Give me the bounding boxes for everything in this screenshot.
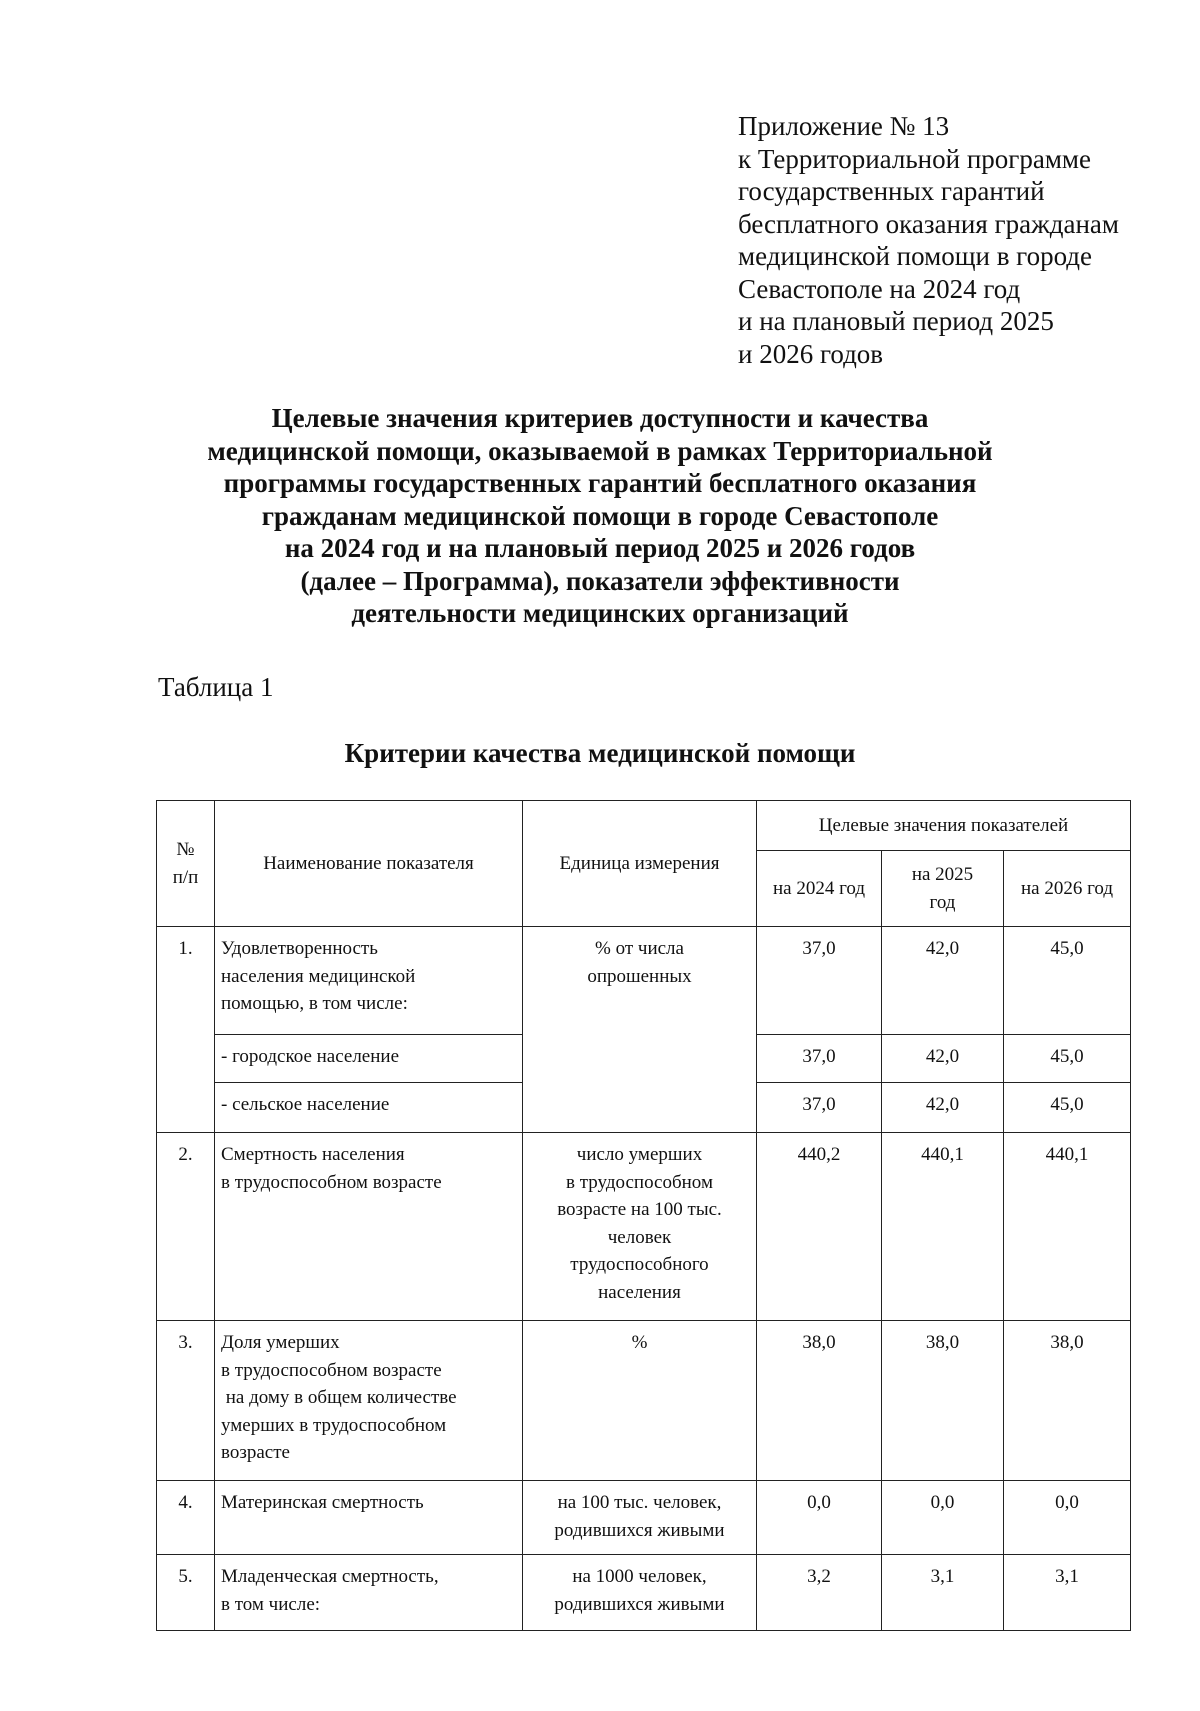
- header-2025: [882, 851, 1004, 927]
- row-num: 3.: [157, 1321, 215, 1481]
- header-row: [157, 801, 1131, 851]
- row-name: - городское население: [215, 1035, 523, 1083]
- title-line: (далее – Программа), показатели эффективности: [300, 565, 900, 596]
- row-name-line: населения медицинской: [221, 965, 416, 987]
- header-2024: на 2024 год: [757, 851, 882, 927]
- row-name-line: помощью, в том числе:: [221, 993, 408, 1014]
- appendix-line: бесплатного оказания гражданам: [738, 208, 1119, 239]
- row-name-line: в трудоспособном возрасте: [221, 1171, 442, 1193]
- value-2024: 3,2: [757, 1555, 882, 1631]
- appendix-line: и 2026 годов: [738, 338, 884, 369]
- header-num: [157, 801, 215, 927]
- row-unit-line: % от числа: [595, 938, 684, 959]
- row-unit: [523, 927, 757, 1133]
- title-line: Целевые значения критериев доступности и качества: [271, 403, 929, 433]
- appendix-line: и на плановый период 2025: [738, 306, 1054, 336]
- table-title: Критерии качества медицинской помощи: [344, 738, 856, 768]
- appendix-line: Севастополе на 2024 год: [738, 273, 1021, 304]
- value-2026: 45,0: [1004, 1035, 1131, 1083]
- value-2026: 45,0: [1004, 927, 1131, 1035]
- value-2025: 38,0: [882, 1321, 1004, 1481]
- table-row: [157, 1321, 1131, 1481]
- row-name-line: на дому в общем количестве: [221, 1387, 457, 1408]
- row-name-line: в том числе:: [221, 1593, 321, 1615]
- row-name-line: Удовлетворенность: [221, 938, 378, 959]
- appendix-note: [738, 110, 1178, 370]
- row-num: 2.: [157, 1133, 215, 1321]
- value-2025: 3,1: [882, 1555, 1004, 1631]
- row-num: 5.: [157, 1555, 215, 1631]
- row-unit-line: в трудоспособном: [566, 1171, 713, 1193]
- row-name: [215, 927, 523, 1035]
- table-row: [157, 927, 1131, 1035]
- table-label: Таблица 1: [158, 672, 274, 702]
- value-2025: 0,0: [882, 1481, 1004, 1555]
- table-row: [157, 1133, 1131, 1321]
- title-line: программы государственных гарантий бесплатного оказания: [223, 468, 977, 498]
- header-num-line: п/п: [172, 866, 199, 888]
- header-unit: Единица измерения: [523, 801, 757, 927]
- value-2026: 3,1: [1004, 1555, 1131, 1631]
- row-name: [215, 1555, 523, 1631]
- row-unit-line: возрасте на 100 тыс.: [557, 1199, 722, 1220]
- row-unit-line: человек: [607, 1226, 672, 1248]
- row-unit-line: на 100 тыс. человек,: [557, 1492, 722, 1513]
- row-unit-line: число умерших: [576, 1144, 703, 1165]
- row-name-line: умерших в трудоспособном: [221, 1414, 447, 1436]
- appendix-line: Приложение № 13: [738, 111, 950, 141]
- value-2025: 42,0: [882, 927, 1004, 1035]
- table-row: [157, 1481, 1131, 1555]
- row-unit: [523, 1481, 757, 1555]
- value-2026: 0,0: [1004, 1481, 1131, 1555]
- row-unit-line: на 1000 человек,: [572, 1566, 707, 1587]
- row-unit-line: населения: [598, 1281, 681, 1303]
- row-unit: %: [523, 1321, 757, 1481]
- row-unit-line: опрошенных: [587, 965, 692, 987]
- appendix-line: медицинской помощи в городе: [738, 241, 1093, 271]
- value-2025: 42,0: [882, 1035, 1004, 1083]
- row-name-line: в трудоспособном возрасте: [221, 1359, 442, 1381]
- table-row: [157, 1555, 1131, 1631]
- row-num: 4.: [157, 1481, 215, 1555]
- value-2025: 42,0: [882, 1083, 1004, 1133]
- title-line: гражданам медицинской помощи в городе Севастополе: [261, 500, 939, 531]
- title-line: деятельности медицинских организаций: [351, 598, 849, 628]
- row-name: - сельское население: [215, 1083, 523, 1133]
- row-unit-line: родившихся живыми: [554, 1519, 725, 1541]
- row-unit-line: трудоспособного: [570, 1254, 709, 1275]
- value-2026: 440,1: [1004, 1133, 1131, 1321]
- criteria-table: [156, 800, 1131, 1631]
- row-name: Материнская смертность: [215, 1481, 523, 1555]
- row-name: [215, 1321, 523, 1481]
- value-2026: 45,0: [1004, 1083, 1131, 1133]
- header-num-line: №: [176, 839, 195, 860]
- appendix-line: государственных гарантий: [738, 176, 1045, 206]
- row-unit: [523, 1133, 757, 1321]
- header-2026: на 2026 год: [1004, 851, 1131, 927]
- value-2024: 440,2: [757, 1133, 882, 1321]
- value-2026: 38,0: [1004, 1321, 1131, 1481]
- row-name: [215, 1133, 523, 1321]
- appendix-line: к Территориальной программе: [738, 143, 1091, 174]
- row-name-line: Смертность населения: [221, 1144, 405, 1165]
- value-2024: 37,0: [757, 1035, 882, 1083]
- row-unit: [523, 1555, 757, 1631]
- row-unit-line: родившихся живыми: [554, 1593, 725, 1615]
- header-2025-line: на 2025: [911, 864, 974, 885]
- document-title: [150, 402, 1050, 630]
- row-name-line: возрасте: [221, 1442, 290, 1463]
- row-name-line: Доля умерших: [221, 1332, 340, 1353]
- title-line: на 2024 год и на плановый период 2025 и 2026 годов: [284, 533, 916, 563]
- header-2025-line: год: [929, 891, 956, 913]
- value-2024: 37,0: [757, 1083, 882, 1133]
- value-2024: 38,0: [757, 1321, 882, 1481]
- value-2024: 37,0: [757, 927, 882, 1035]
- header-name: Наименование показателя: [215, 801, 523, 927]
- value-2025: 440,1: [882, 1133, 1004, 1321]
- row-name-line: Младенческая смертность,: [221, 1566, 439, 1587]
- value-2024: 0,0: [757, 1481, 882, 1555]
- row-num: 1.: [157, 927, 215, 1133]
- header-target: Целевые значения показателей: [757, 801, 1131, 851]
- title-line: медицинской помощи, оказываемой в рамках Территориальной: [207, 435, 993, 466]
